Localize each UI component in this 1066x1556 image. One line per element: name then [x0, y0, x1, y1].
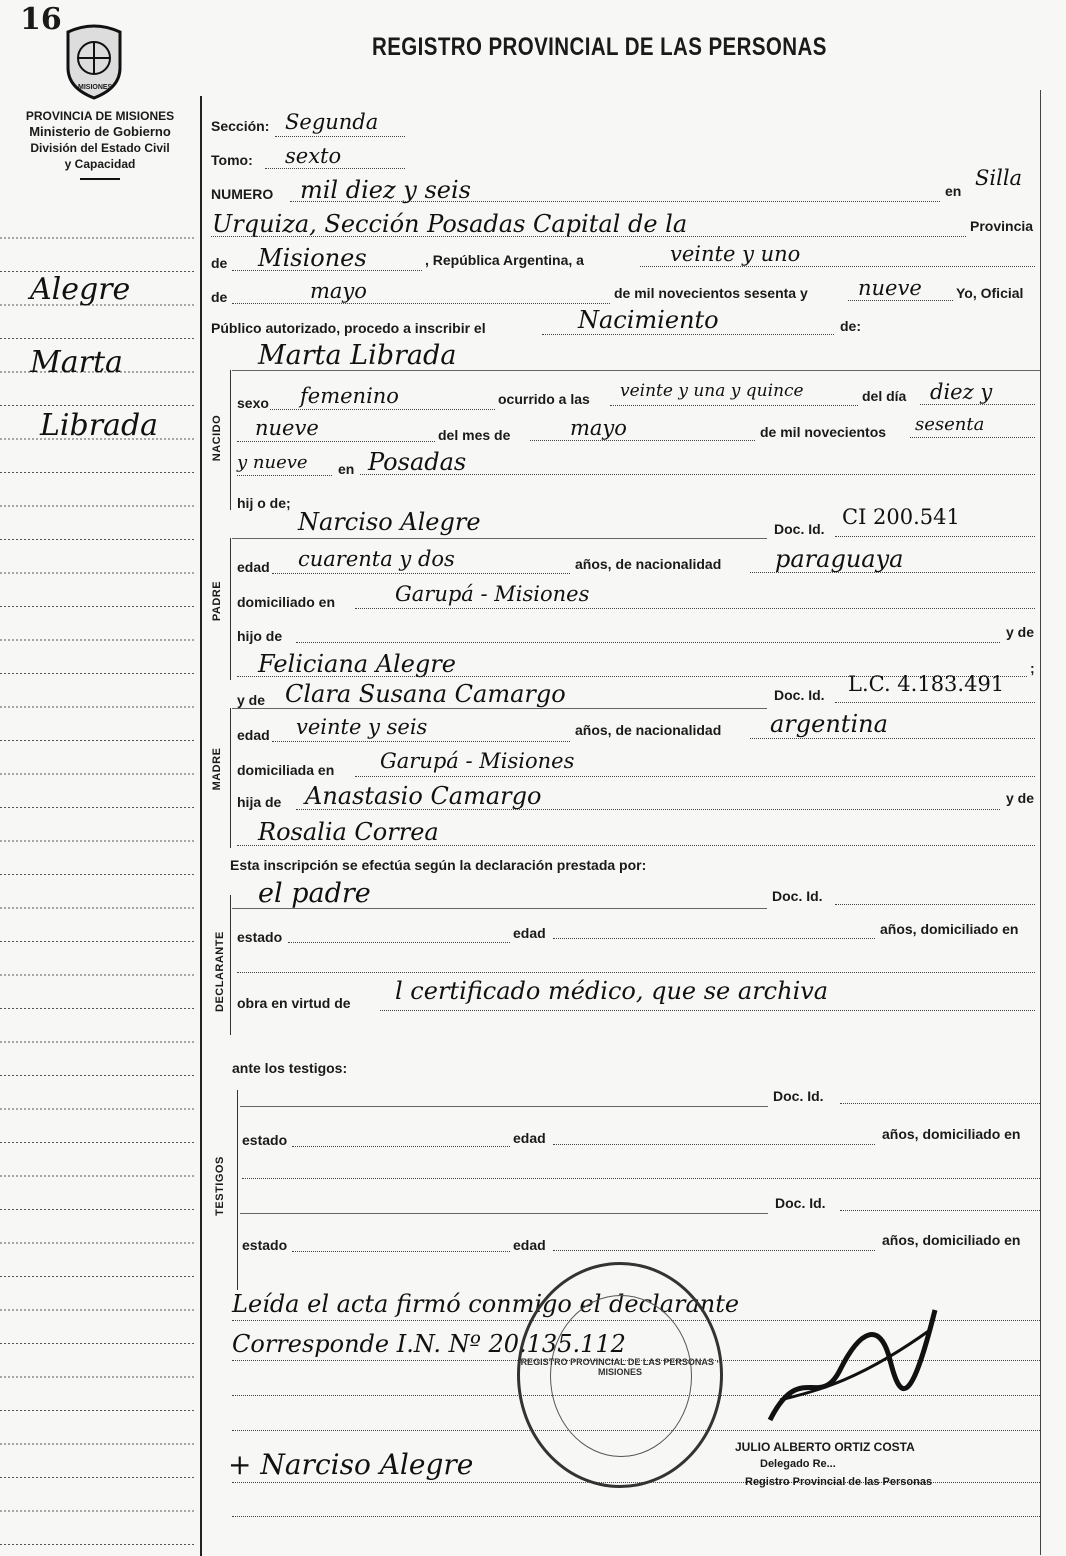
sexo-label: sexo [237, 395, 269, 411]
declaracion-label: Esta inscripción se efectúa según la declaración prestada por: [230, 857, 647, 873]
declarante-bracket [230, 895, 231, 1035]
nacido-side-label: NACIDO [211, 414, 223, 462]
declarante-signature: + Narciso Alegre [228, 1448, 474, 1481]
tomo-label: Tomo: [211, 152, 253, 168]
declarante-dom-label: años, domiciliado en [880, 921, 1019, 937]
madre-doc-label: Doc. Id. [774, 687, 825, 703]
testigos-label: ante los testigos: [232, 1060, 348, 1076]
ocurrido-label: ocurrido a las [498, 391, 590, 407]
madre-value: Clara Susana Camargo [285, 680, 566, 708]
abuelo-materno-value: Anastasio Camargo [305, 782, 542, 810]
padre-value: Narciso Alegre [298, 508, 481, 536]
provincia-label: Provincia [970, 218, 1034, 234]
hij-de-label: hij o de; [237, 495, 291, 511]
provincia-value: Misiones [258, 244, 367, 272]
de-colon-label: de: [840, 318, 861, 334]
numero-value: mil diez y seis [300, 176, 471, 204]
padre-nac-value: paraguaya [775, 545, 904, 573]
padre-doc-value: CI 200.541 [842, 505, 960, 529]
abuela-materna-value: Rosalia Correa [258, 818, 439, 846]
tomo-value: sexto [285, 144, 342, 168]
acto-value: Nacimiento [578, 306, 719, 334]
testigo2-edad-label: edad [513, 1237, 546, 1253]
del-dia-label: del día [862, 388, 907, 404]
padre-edad-label: edad [237, 559, 270, 575]
anio-nac2-value: y nueve [237, 452, 308, 473]
madre-side-label: MADRE [211, 747, 223, 791]
hora-value: veinte y una y quince [620, 381, 804, 401]
padre-y-de-label: y de [1006, 624, 1035, 640]
padre-dom-label: domiciliado en [237, 594, 336, 610]
official-name: JULIO ALBERTO ORTIZ COSTA [735, 1440, 915, 1454]
de-mil-nov-label: de mil novecientos [760, 424, 887, 440]
abuela-paterna-value: Feliciana Alegre [258, 650, 456, 678]
testigo1-estado-label: estado [242, 1132, 288, 1148]
en-label: en [945, 183, 962, 199]
issuer-line-1: PROVINCIA DE MISIONES [25, 109, 175, 123]
lugar-nac-value: Posadas [368, 448, 467, 476]
official-stamp [517, 1262, 723, 1488]
de-label-2: de [211, 289, 228, 305]
anio-nac-value: sesenta [915, 414, 985, 435]
madre-edad-value: veinte y seis [296, 715, 428, 739]
en-value: Silla [975, 166, 1023, 190]
issuer-line-2: Ministerio de Gobierno [29, 124, 171, 139]
testigo1-edad-label: edad [513, 1130, 546, 1146]
dia-nac2-value: nueve [255, 416, 319, 440]
margin-first-name: Marta [30, 345, 123, 380]
madre-doc-value: L.C. 4.183.491 [848, 672, 1005, 696]
dia-nac-value: diez y [930, 380, 993, 404]
declarante-side-label: DECLARANTE [214, 931, 226, 1012]
madre-bracket [230, 708, 231, 848]
official-title: Delegado Re... [760, 1458, 836, 1470]
testigos-bracket [237, 1090, 238, 1290]
left-margin-lines [0, 0, 200, 1555]
yo-oficial-label: Yo, Oficial [956, 285, 1024, 301]
madre-dom-label: domiciliada en [237, 762, 335, 778]
testigo1-doc-label: Doc. Id. [773, 1088, 824, 1104]
numero-label: NUMERO [211, 186, 274, 202]
de-mil-label: de mil novecientos sesenta y [614, 285, 808, 301]
padre-bracket [230, 538, 231, 680]
republica-label: , República Argentina, a [425, 252, 584, 268]
mes-value: mayo [310, 279, 367, 303]
sexo-value: femenino [300, 384, 399, 408]
official-signature [760, 1300, 940, 1430]
declarante-value: el padre [258, 878, 371, 909]
issuer-line-3: División del Estado Civil [30, 141, 170, 155]
padre-doc-label: Doc. Id. [774, 521, 825, 537]
testigo2-dom-label: años, domiciliado en [882, 1232, 1021, 1248]
nombre-value: Marta Librada [258, 340, 457, 371]
madre-nac-value: argentina [770, 710, 888, 738]
publico-label: Público autorizado, procedo a inscribir el [211, 320, 486, 336]
obra-value: l certificado médico, que se archiva [395, 977, 829, 1005]
madre-y-de-label: y de [237, 692, 266, 708]
leida-note: Leída el acta firmó conmigo el declarante [232, 1290, 740, 1318]
seal-label: MISIONES [78, 84, 113, 91]
testigo2-doc-label: Doc. Id. [775, 1195, 826, 1211]
anio-value: nueve [858, 276, 922, 300]
declarante-doc-label: Doc. Id. [772, 888, 823, 904]
madre-dom-value: Garupá - Misiones [380, 749, 575, 773]
en-nac-label: en [338, 461, 355, 477]
main-left-border [200, 96, 202, 1556]
madre-nac-label: años, de nacionalidad [575, 722, 722, 738]
padre-side-label: PADRE [211, 580, 223, 622]
stamp-text: REGISTRO PROVINCIAL DE LAS PERSONAS · MISIONES [520, 1357, 720, 1377]
padre-edad-value: cuarenta y dos [298, 547, 455, 571]
seccion-label: Sección: [211, 118, 270, 134]
nacido-bracket [230, 370, 231, 510]
del-mes-label: del mes de [438, 427, 511, 443]
margin-middle-name: Librada [40, 408, 159, 443]
issuer-line-4: y Capacidad [64, 157, 136, 171]
testigos-side-label: TESTIGOS [214, 1156, 226, 1216]
official-office: Registro Provincial de las Personas [745, 1476, 933, 1488]
de-label-1: de [211, 255, 228, 271]
declarante-estado-label: estado [237, 929, 283, 945]
obra-label: obra en virtud de [237, 995, 351, 1011]
padre-dom-value: Garupá - Misiones [395, 582, 590, 606]
lugar-value: Urquiza, Sección Posadas Capital de la [212, 210, 688, 238]
margin-surname: Alegre [30, 272, 131, 307]
padre-nac-label: años, de nacionalidad [575, 556, 722, 572]
declarante-edad-label: edad [513, 925, 546, 941]
mes-nac-value: mayo [570, 416, 627, 440]
madre-hija-de-label: hija de [237, 794, 282, 810]
corresponde-note: Corresponde I.N. Nº 20.135.112 [232, 1330, 626, 1358]
seccion-value: Segunda [285, 110, 379, 134]
madre-y-de-label-2: y de [1006, 790, 1035, 806]
main-right-border [1040, 90, 1041, 1555]
padre-hijo-de-label: hijo de [237, 628, 283, 644]
semicolon: ; [1030, 660, 1035, 676]
page-number: 16 [20, 2, 62, 37]
dia-value: veinte y uno [670, 242, 801, 266]
madre-edad-label: edad [237, 727, 270, 743]
testigo1-dom-label: años, domiciliado en [882, 1126, 1021, 1142]
document-title: REGISTRO PROVINCIAL DE LAS PERSONAS [372, 33, 827, 61]
testigo2-estado-label: estado [242, 1237, 288, 1253]
